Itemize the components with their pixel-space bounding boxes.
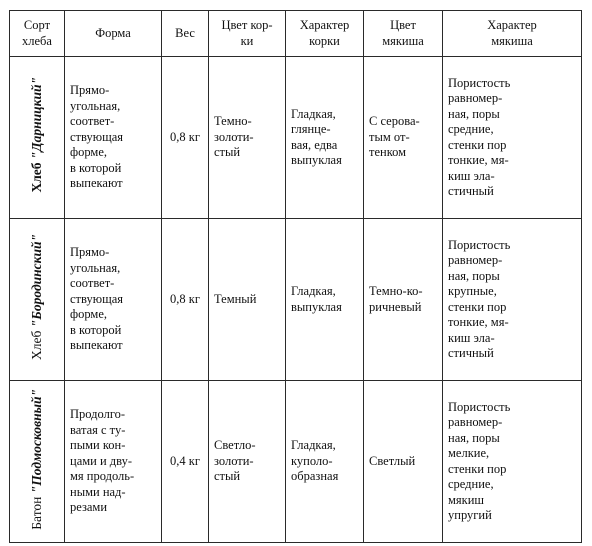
variety-name: "Бородинский" [29,234,44,328]
header-weight: Вес [162,11,209,57]
header-crumb-character: Характер мякиша [443,11,582,57]
header-row [10,11,582,57]
header-variety: Сорт хлеба [10,11,65,57]
weight-cell: 0,8 кг [162,219,209,381]
crumb-color-cell: Темно-ко- ричневый [364,219,443,381]
variety-cell [10,219,65,381]
variety-prefix: Хлеб [29,330,44,361]
weight-cell: 0,4 кг [162,381,209,543]
bread-characteristics-table [9,10,582,543]
variety-prefix: Батон [29,496,44,530]
table-row [10,219,582,381]
crust-color-cell: Темный [209,219,286,381]
weight-cell: 0,8 кг [162,57,209,219]
crust-character-cell: Гладкая, глянце- вая, едва выпуклая [286,57,364,219]
header-crumb-color: Цвет мякиша [364,11,443,57]
crust-color-cell: Темно- золоти- стый [209,57,286,219]
crumb-color-cell: Светлый [364,381,443,543]
shape-cell: Продолго- ватая с ту- пыми кон- цами и дву- мя продоль- ными над- резами [65,381,162,543]
variety-prefix: Хлеб [29,162,44,194]
variety-name: "Дарницкий" [29,77,44,160]
table-row [10,381,582,543]
header-crust-character: Характер корки [286,11,364,57]
variety-cell [10,57,65,219]
crust-color-cell: Светло- золоти- стый [209,381,286,543]
crust-character-cell: Гладкая, куполо- образная [286,381,364,543]
crumb-character-cell: Пористость равномер- ная, поры средние, стенки пор тонкие, мя- киш эла- стичный [443,57,582,219]
crumb-character-cell: Пористость равномер- ная, поры мелкие, стенки пор средние, мякиш упругий [443,381,582,543]
crumb-color-cell: С серова- тым от- тенком [364,57,443,219]
variety-name: "Подмосковный" [29,388,44,494]
crust-character-cell: Гладкая, выпуклая [286,219,364,381]
header-shape: Форма [65,11,162,57]
shape-cell: Прямо- угольная, соответ- ствующая форме, в которой выпекают [65,219,162,381]
variety-cell [10,381,65,543]
shape-cell: Прямо- угольная, соответ- ствующая форме, в которой выпекают [65,57,162,219]
header-crust-color: Цвет кор- ки [209,11,286,57]
table-row [10,57,582,219]
crumb-character-cell: Пористость равномер- ная, поры крупные, стенки пор тонкие, мя- киш эла- стичный [443,219,582,381]
